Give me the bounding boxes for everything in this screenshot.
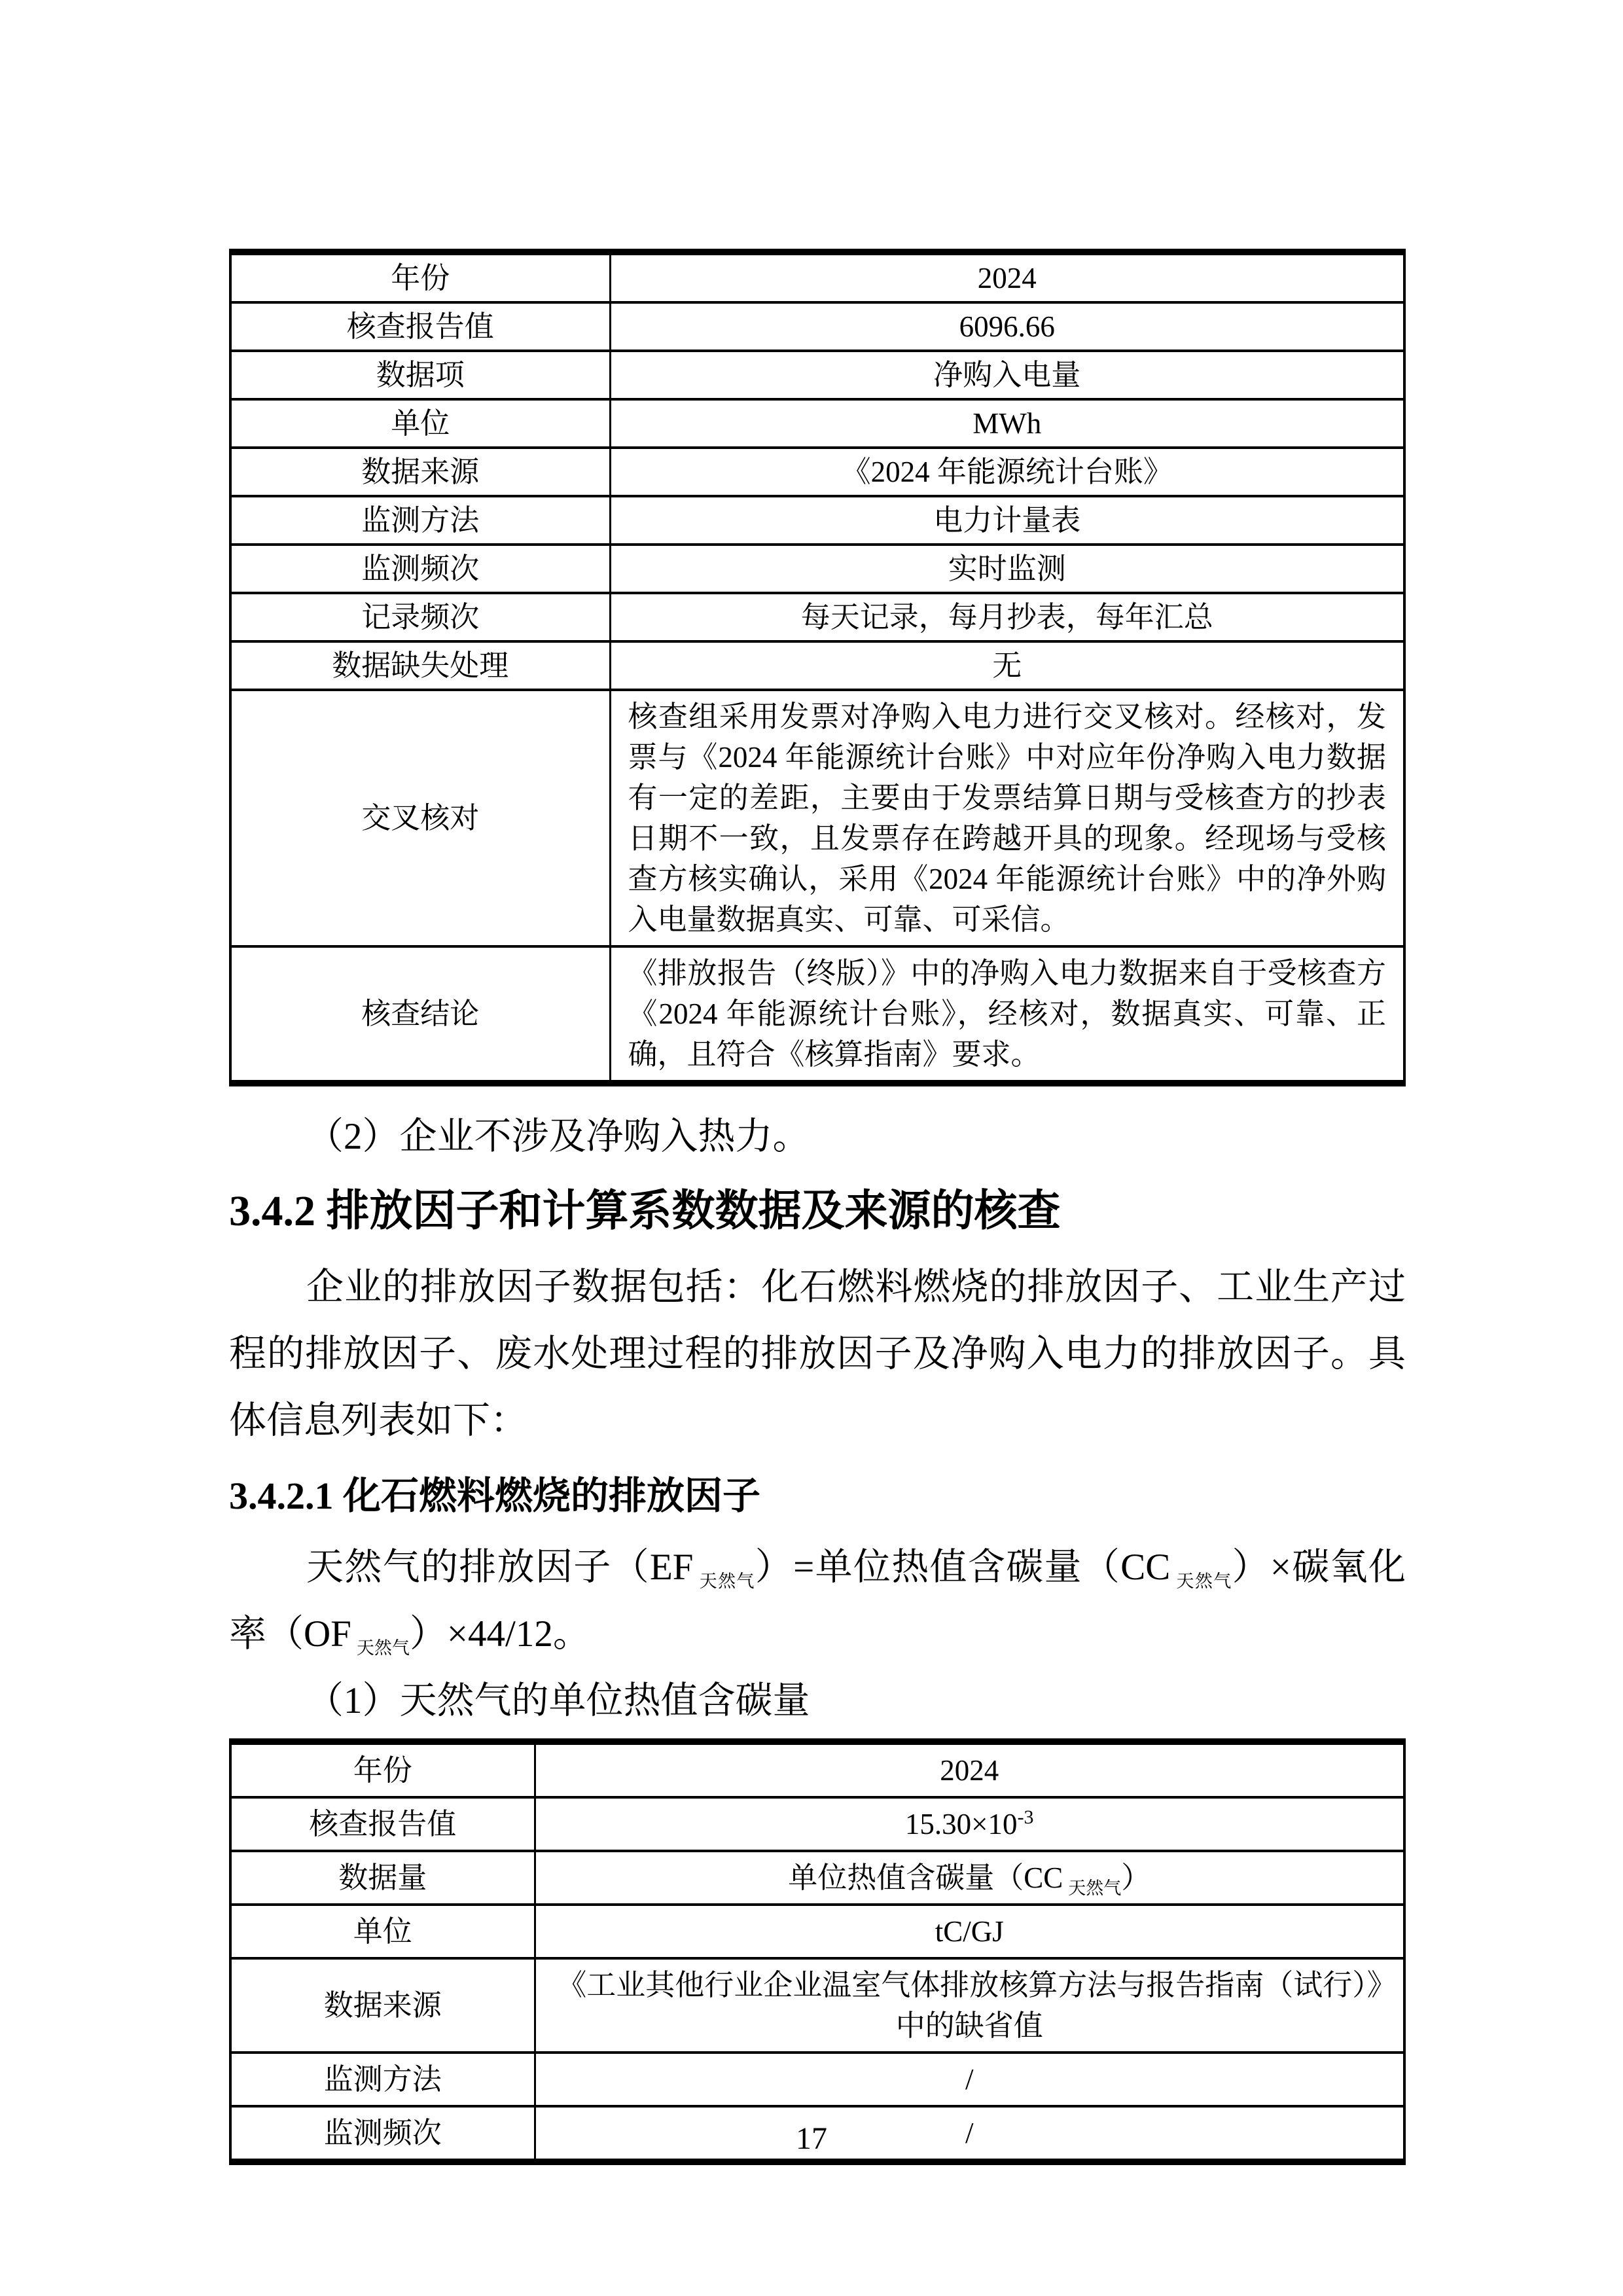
row-value: /: [535, 2106, 1404, 2162]
value-text: ）: [1121, 1861, 1151, 1894]
verification-table-electricity: [229, 249, 1406, 1086]
table-row-conclusion: [230, 946, 1404, 1083]
formula-text: ）×44/12。: [409, 1613, 590, 1655]
table-row: [230, 1797, 1404, 1851]
row-label: 单位: [230, 1905, 535, 1958]
formula-text: ）×碳氧化率（OF: [229, 1547, 1406, 1655]
row-label: 核查结论: [230, 946, 610, 1083]
row-value: 《排放报告（终版）》中的净购入电力数据来自于受核查方《2024 年能源统计台账》，经核对，数据真实、可靠、正确，且符合《核算指南》要求。: [610, 946, 1404, 1083]
formula-text: ）=单位热值含碳量（CC: [755, 1547, 1171, 1588]
formula-subscript: 天然气: [698, 1571, 755, 1592]
row-value: 《2024 年能源统计台账》: [610, 448, 1404, 496]
row-label: 核查报告值: [230, 302, 610, 351]
row-label: 数据缺失处理: [230, 641, 610, 690]
heading-3-4-2-1: 3.4.2.1 化石燃料燃烧的排放因子: [229, 1475, 761, 1517]
table-row: [230, 399, 1404, 448]
row-label: 核查报告值: [230, 1797, 535, 1851]
value-subscript: 天然气: [1068, 1878, 1122, 1898]
table-row: [230, 252, 1404, 302]
table-row: [230, 1958, 1404, 2053]
row-label: 记录频次: [230, 593, 610, 641]
table-row: [230, 2053, 1404, 2106]
value-text: 单位热值含碳量（CC: [788, 1861, 1063, 1894]
table-row: [230, 1905, 1404, 1958]
row-value: [535, 1797, 1404, 1851]
row-value: 核查组采用发票对净购入电力进行交叉核对。经核对，发票与《2024 年能源统计台账》中对应年份净购入电力数据有一定的差距，主要由于发票结算日期与受核查方的抄表日期不一致，且发票存在跨越开具的现象。经现场与受核查方核实确认，采用《2024 年能源统计台账》中的净外购入电量数据真实、可靠、可采信。: [610, 690, 1404, 946]
table-row: [230, 496, 1404, 545]
row-value: 电力计量表: [610, 496, 1404, 545]
table-row: [230, 641, 1404, 690]
table-row: [230, 1742, 1404, 1797]
row-label: 数据量: [230, 1851, 535, 1905]
row-label: 数据来源: [230, 1958, 535, 2053]
row-label: 交叉核对: [230, 690, 610, 946]
verification-table-carbon-content: [229, 1738, 1406, 2165]
table-row: [230, 448, 1404, 496]
table-row: [230, 593, 1404, 641]
table-row: [230, 1851, 1404, 1905]
table-row: [230, 351, 1404, 399]
row-label: 数据项: [230, 351, 610, 399]
table-row: [230, 302, 1404, 351]
row-label: 监测频次: [230, 2106, 535, 2162]
heading-3-4-2: 3.4.2 排放因子和计算系数数据及来源的核查: [229, 1187, 1061, 1235]
row-value: 实时监测: [610, 545, 1404, 593]
row-value: tC/GJ: [535, 1905, 1404, 1958]
row-value: MWh: [610, 399, 1404, 448]
row-value: 2024: [535, 1742, 1404, 1797]
item-1-heading: （1）天然气的单位热值含碳量: [306, 1680, 810, 1721]
table-row-cross-check: [230, 690, 1404, 946]
para-emission-factors: 企业的排放因子数据包括：化石燃料燃烧的排放因子、工业生产过程的排放因子、废水处理过程的排放因子及净购入电力的排放因子。具体信息列表如下：: [229, 1266, 1406, 1441]
row-label: 数据来源: [230, 448, 610, 496]
row-value: 无: [610, 641, 1404, 690]
value-superscript: -3: [1017, 1806, 1034, 1828]
row-label: 监测频次: [230, 545, 610, 593]
row-value: 每天记录，每月抄表，每年汇总: [610, 593, 1404, 641]
row-value: 2024: [610, 252, 1404, 302]
row-label: 年份: [230, 252, 610, 302]
row-label: 单位: [230, 399, 610, 448]
formula-text: 天然气的排放因子（EF: [306, 1547, 694, 1588]
row-label: 监测方法: [230, 2053, 535, 2106]
formula-subscript: 天然气: [356, 1638, 410, 1659]
row-value: 6096.66: [610, 302, 1404, 351]
value-text: 15.30×10: [904, 1808, 1018, 1840]
table-row: [230, 545, 1404, 593]
row-value: 《工业其他行业企业温室气体排放核算方法与报告指南（试行）》中的缺省值: [535, 1958, 1404, 2053]
note-no-purchased-heat: （2）企业不涉及净购入热力。: [306, 1116, 810, 1157]
formula-subscript: 天然气: [1175, 1571, 1232, 1592]
row-value: [535, 1851, 1404, 1905]
row-label: 监测方法: [230, 496, 610, 545]
row-value: 净购入电量: [610, 351, 1404, 399]
row-label: 年份: [230, 1742, 535, 1797]
row-value: /: [535, 2053, 1404, 2106]
formula-natural-gas-ef: [229, 1534, 1406, 1668]
page-number: 17: [796, 2121, 827, 2156]
